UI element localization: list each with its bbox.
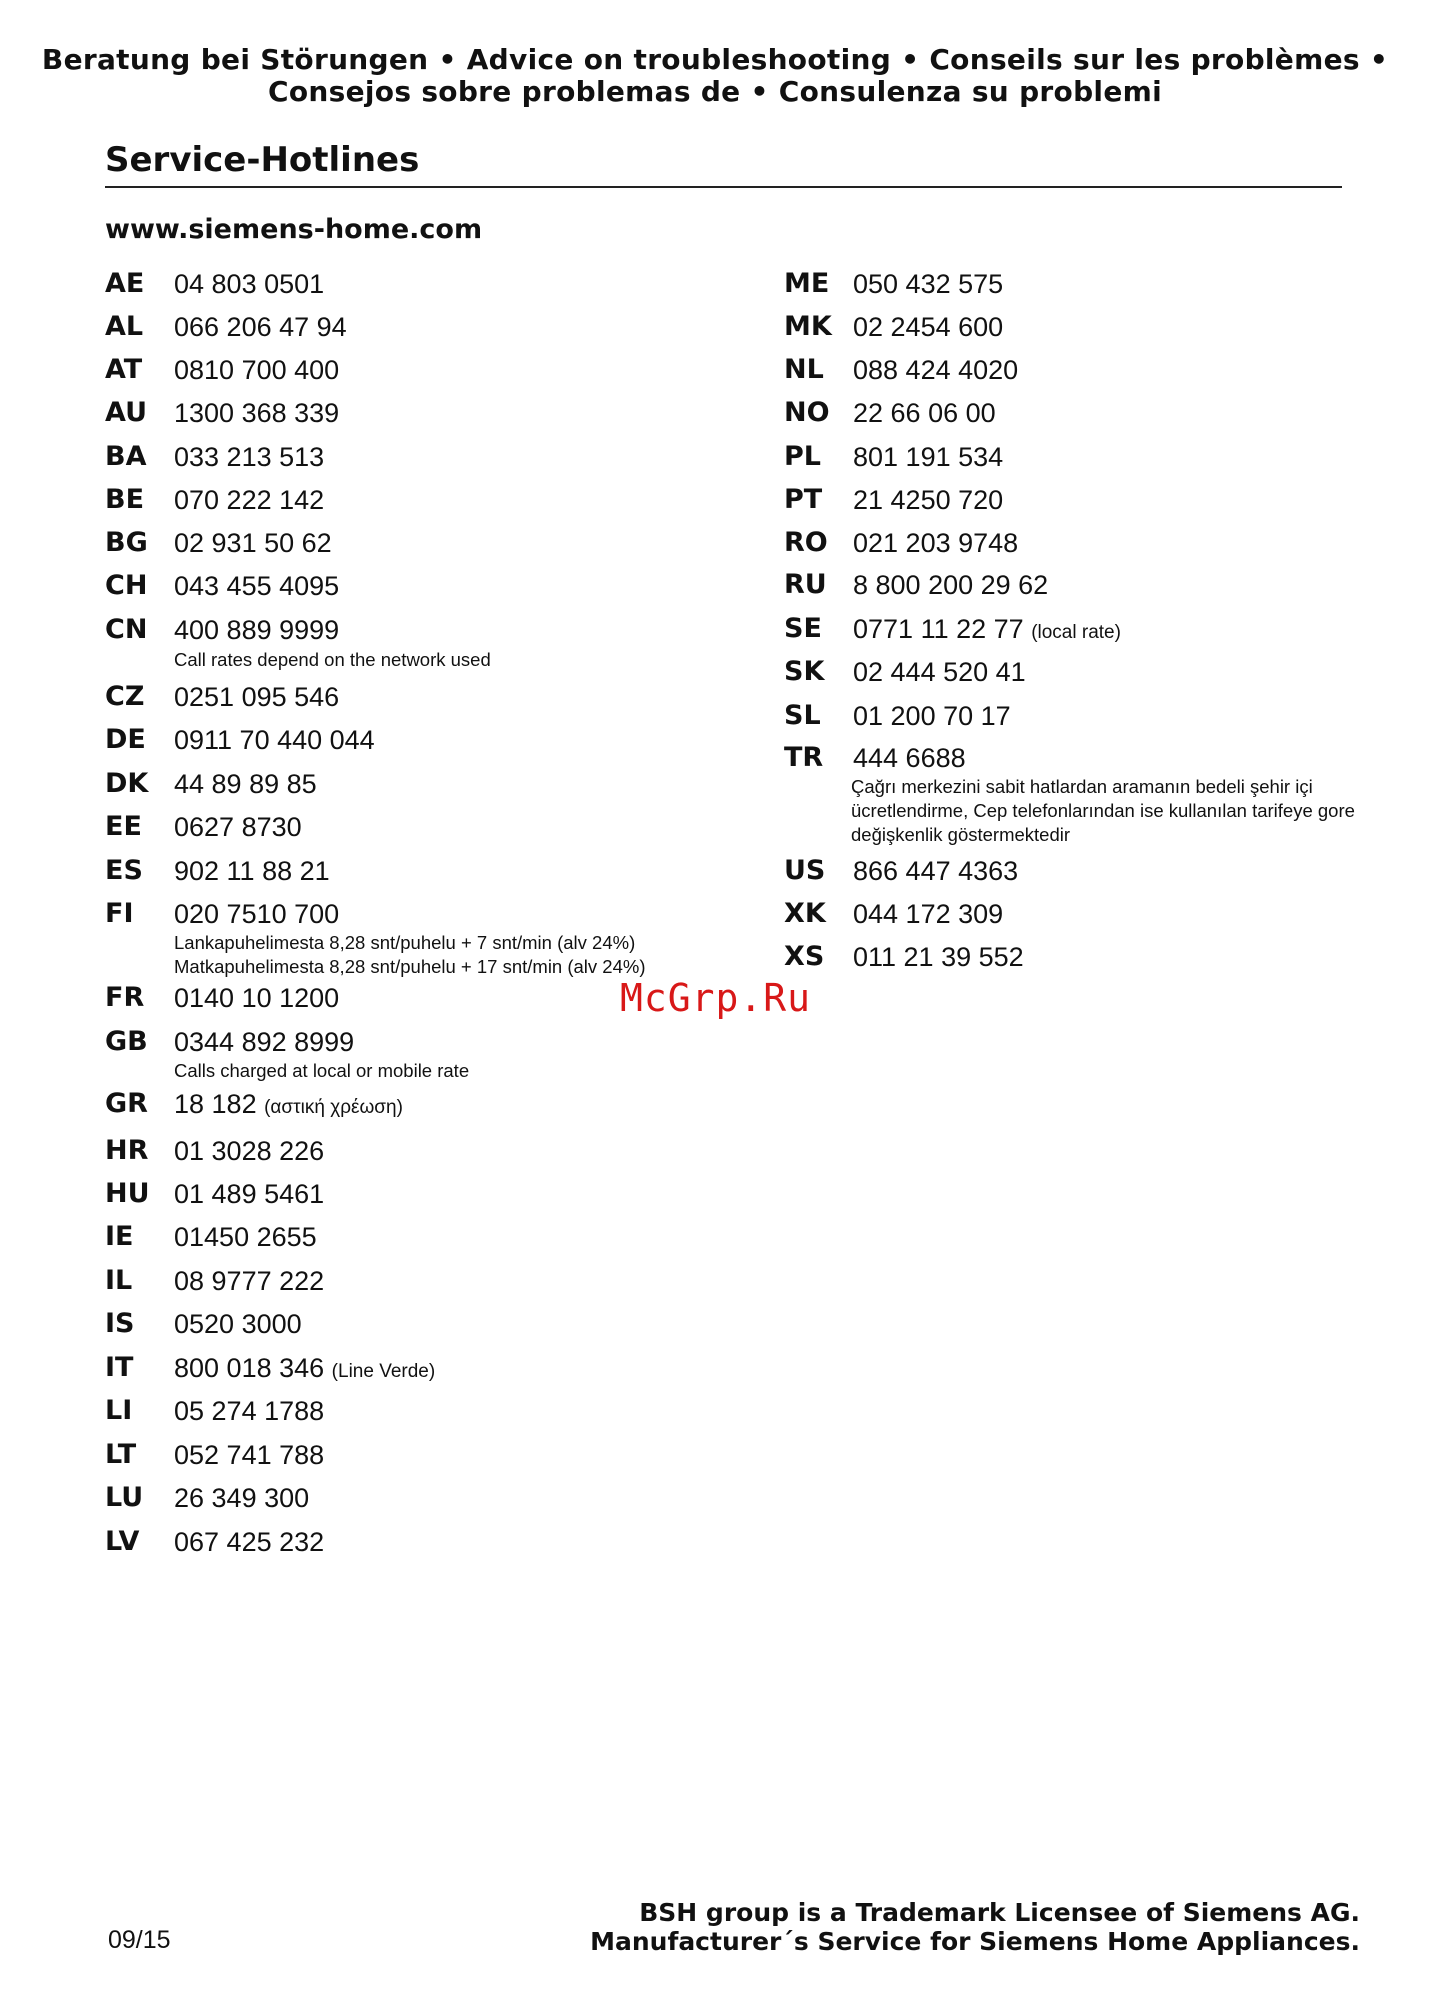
country-code: GB <box>105 1026 148 1057</box>
page-title: Service-Hotlines <box>105 140 420 180</box>
phone-number: 020 7510 700 <box>174 899 340 929</box>
phone-number: 044 172 309 <box>853 899 1004 929</box>
country-code: IL <box>105 1265 133 1296</box>
phone-number-line <box>853 613 1121 649</box>
rate-note-landline: Lankapuhelimesta 8,28 snt/puhelu + 7 snt/min (alv 24%) <box>174 932 636 953</box>
country-code: HU <box>105 1178 150 1209</box>
rate-note-mobile: Matkapuhelimesta 8,28 snt/puhelu + 17 snt/min (alv 24%) <box>174 956 646 977</box>
country-code: BA <box>105 441 147 472</box>
phone-number: 021 203 9748 <box>853 528 1019 558</box>
rate-note-line-2: ücretlendirme, Cep telefonlarından ise kullanılan tarifeye gore <box>851 800 1355 821</box>
phone-number: 902 11 88 21 <box>174 856 330 886</box>
header-line-2: Consejos sobre problemas de • Consulenza su problemi <box>268 75 1162 108</box>
phone-number: 052 741 788 <box>174 1440 325 1470</box>
phone-number: 1300 368 339 <box>174 398 340 428</box>
country-code: SE <box>784 613 822 644</box>
phone-number: 01 200 70 17 <box>853 701 1011 731</box>
country-code: XK <box>784 898 826 929</box>
country-code: CZ <box>105 681 145 712</box>
rate-note: (Line Verde) <box>331 1361 436 1382</box>
phone-number: 26 349 300 <box>174 1483 310 1513</box>
rate-note: Call rates depend on the network used <box>174 649 491 670</box>
country-code: RO <box>784 527 828 558</box>
country-code: EE <box>105 811 142 842</box>
country-code: LV <box>105 1526 140 1557</box>
phone-number: 800 018 346 <box>174 1353 325 1383</box>
country-code: IE <box>105 1221 134 1252</box>
phone-number: 444 6688 <box>853 743 966 773</box>
country-code: SK <box>784 656 825 687</box>
phone-number: 0810 700 400 <box>174 355 340 385</box>
country-code: HR <box>105 1135 149 1166</box>
website-link[interactable]: www.siemens-home.com <box>105 214 483 245</box>
phone-number: 043 455 4095 <box>174 571 340 601</box>
country-code: BG <box>105 527 148 558</box>
phone-number: 18 182 <box>174 1089 257 1119</box>
phone-number: 066 206 47 94 <box>174 312 347 342</box>
title-divider <box>105 186 1342 188</box>
phone-number: 02 931 50 62 <box>174 528 332 558</box>
phone-number: 067 425 232 <box>174 1527 325 1557</box>
phone-number: 01450 2655 <box>174 1222 317 1252</box>
country-code: LU <box>105 1482 144 1513</box>
phone-number: 801 191 534 <box>853 442 1004 472</box>
country-code: IT <box>105 1352 134 1383</box>
country-code: ES <box>105 855 143 886</box>
page-header <box>0 44 1430 108</box>
country-code: BE <box>105 484 145 515</box>
country-code: DE <box>105 724 146 755</box>
footer-line-1: BSH group is a Trademark Licensee of Siemens AG. <box>639 1898 1360 1927</box>
phone-number: 08 9777 222 <box>174 1266 325 1296</box>
country-code: DK <box>105 768 149 799</box>
phone-number: 04 803 0501 <box>174 269 325 299</box>
footer-line-2: Manufacturer´s Service for Siemens Home Appliances. <box>590 1927 1360 1956</box>
phone-number: 44 89 89 85 <box>174 769 317 799</box>
country-code: PL <box>784 441 821 472</box>
phone-number: 0251 095 546 <box>174 682 340 712</box>
phone-number: 0911 70 440 044 <box>174 725 375 755</box>
country-code: CN <box>105 614 148 645</box>
phone-number: 01 3028 226 <box>174 1136 325 1166</box>
phone-number: 070 222 142 <box>174 485 325 515</box>
phone-number-line <box>174 1352 435 1388</box>
country-code: FI <box>105 898 134 929</box>
country-code: US <box>784 855 826 886</box>
phone-number: 0344 892 8999 <box>174 1027 355 1057</box>
country-code: LT <box>105 1439 137 1470</box>
country-code: AU <box>105 397 147 428</box>
rate-note: (local rate) <box>1031 622 1121 643</box>
phone-number: 011 21 39 552 <box>853 942 1024 972</box>
country-code: RU <box>784 569 827 600</box>
phone-number: 05 274 1788 <box>174 1396 325 1426</box>
country-code: GR <box>105 1088 148 1119</box>
phone-number: 0140 10 1200 <box>174 983 340 1013</box>
country-code: IS <box>105 1308 135 1339</box>
country-code: AL <box>105 311 144 342</box>
phone-number: 866 447 4363 <box>853 856 1019 886</box>
country-code: PT <box>784 484 823 515</box>
phone-number: 8 800 200 29 62 <box>853 570 1049 600</box>
country-code: MK <box>784 311 832 342</box>
phone-number: 0627 8730 <box>174 812 302 842</box>
phone-number: 400 889 9999 <box>174 615 340 645</box>
phone-number: 033 213 513 <box>174 442 325 472</box>
country-code: CH <box>105 570 148 601</box>
country-code: LI <box>105 1395 133 1426</box>
footer-trademark <box>590 1898 1360 1956</box>
country-code: SL <box>784 700 821 731</box>
phone-number: 02 2454 600 <box>853 312 1004 342</box>
header-line-1: Beratung bei Störungen • Advice on troubleshooting • Conseils sur les problèmes • <box>41 43 1389 76</box>
phone-number: 088 424 4020 <box>853 355 1019 385</box>
country-code: XS <box>784 941 825 972</box>
country-code: NL <box>784 354 824 385</box>
phone-number: 050 432 575 <box>853 269 1004 299</box>
watermark: McGrp.Ru <box>620 976 812 1020</box>
phone-number: 21 4250 720 <box>853 485 1004 515</box>
rate-note: (αστική χρέωση) <box>264 1097 403 1118</box>
phone-number: 01 489 5461 <box>174 1179 325 1209</box>
phone-number: 0771 11 22 77 <box>853 614 1024 644</box>
country-code: AT <box>105 354 143 385</box>
revision-date: 09/15 <box>108 1926 171 1954</box>
phone-number-line <box>174 1088 403 1124</box>
rate-note-line-3: değişkenlik göstermektedir <box>851 824 1071 845</box>
phone-number: 22 66 06 00 <box>853 398 996 428</box>
country-code: ME <box>784 268 830 299</box>
rate-note-line-1: Çağrı merkezini sabit hatlardan aramanın bedeli şehir içi <box>851 776 1313 797</box>
country-code: TR <box>784 742 824 773</box>
phone-number: 02 444 520 41 <box>853 657 1026 687</box>
rate-note: Calls charged at local or mobile rate <box>174 1060 470 1081</box>
phone-number: 0520 3000 <box>174 1309 302 1339</box>
country-code: NO <box>784 397 830 428</box>
country-code: AE <box>105 268 145 299</box>
country-code: FR <box>105 982 145 1013</box>
